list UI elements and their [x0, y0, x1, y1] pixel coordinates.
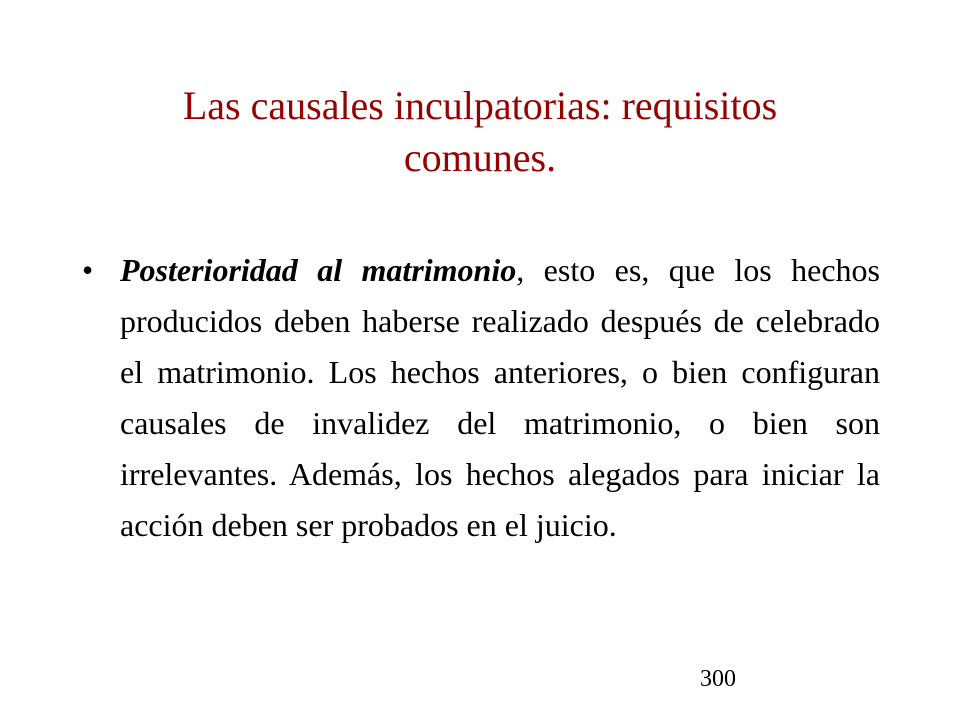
bullet-item — [80, 245, 880, 551]
page-number: 300 — [700, 666, 736, 692]
slide-title: Las causales inculpatorias: requisitos comunes. — [182, 83, 778, 180]
bullet-lead-text: Posterioridad al matrimonio — [120, 252, 517, 288]
bullet-marker: • — [82, 252, 94, 288]
bullet-list — [80, 245, 880, 551]
bullet-body-text: , esto es, que los hechos producidos deben haberse realizado después de celebrado el matrimonio. Los hechos anteriores, o bien configuran causales de invalidez del matrimonio, o bien son irrelevantes. Además, los hechos alegados para iniciar la acción deben ser probados en el juicio. — [120, 252, 881, 543]
